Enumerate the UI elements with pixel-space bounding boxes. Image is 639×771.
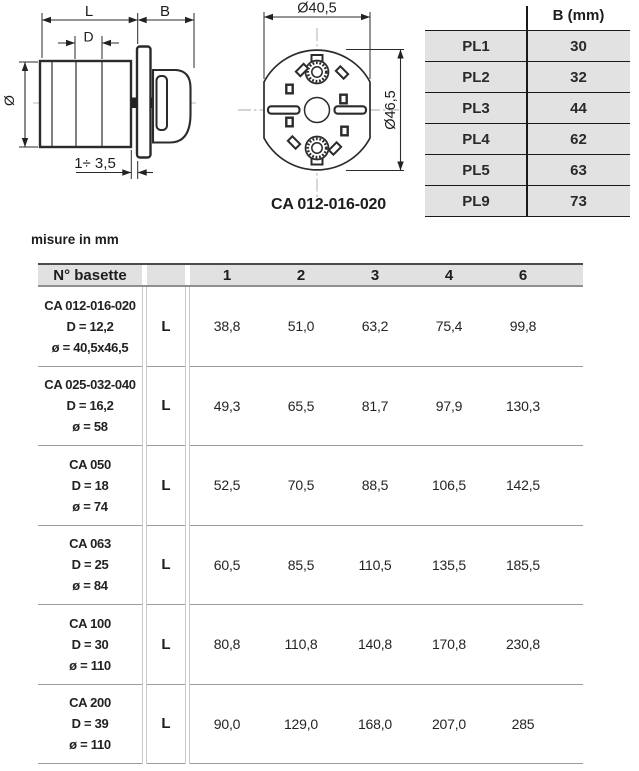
row-pad — [560, 287, 583, 367]
cell-value: 49,3 — [190, 367, 264, 447]
mounting-flange — [137, 47, 151, 158]
cell-model — [38, 526, 142, 606]
cell-value: 75,4 — [412, 287, 486, 367]
cell-value: 129,0 — [264, 685, 338, 765]
shaft-block-left — [131, 98, 137, 109]
cell-model — [38, 367, 142, 447]
cell-value: 110,8 — [264, 605, 338, 685]
table-row — [425, 185, 630, 216]
cell-value: 80,8 — [190, 605, 264, 685]
model-name: CA 100 — [69, 615, 111, 631]
cell-model — [38, 605, 142, 685]
b-cell-value: 44 — [570, 99, 587, 117]
cell-value: 88,5 — [338, 446, 412, 526]
table-row — [425, 92, 630, 123]
left-slot — [268, 106, 300, 113]
dim-label-l: L — [84, 3, 94, 20]
b-cell-model: PL4 — [462, 130, 490, 148]
b-cell-value: 73 — [570, 192, 587, 210]
header-pad — [560, 265, 583, 285]
model-diameter: ø = 58 — [72, 419, 108, 435]
cell-value: 285 — [486, 685, 560, 765]
header-col-1: 1 — [190, 265, 264, 285]
cell-value: 230,8 — [486, 605, 560, 685]
b-cell-model: PL3 — [462, 99, 490, 117]
b-cell-model: PL9 — [462, 192, 490, 210]
header-col-l — [147, 265, 185, 285]
front-view-caption: CA 012-016-020 — [271, 196, 386, 213]
row-pad — [560, 526, 583, 606]
table-row — [38, 367, 583, 447]
model-d: D = 25 — [71, 557, 109, 573]
cell-value: 90,0 — [190, 685, 264, 765]
cell-value: 110,5 — [338, 526, 412, 606]
dim-label-gap: 1÷ 3,5 — [74, 155, 116, 172]
top-knurled-boss — [306, 61, 329, 84]
cell-value: 142,5 — [486, 446, 560, 526]
model-diameter: ø = 110 — [69, 737, 111, 753]
b-table-header-row — [425, 0, 630, 30]
header-col-6: 6 — [486, 265, 560, 285]
cell-model — [38, 446, 142, 526]
cell-value: 106,5 — [412, 446, 486, 526]
dim-label-b: B — [159, 3, 171, 20]
main-table — [38, 263, 583, 764]
dim-label-right-diameter: Ø46,5 — [383, 90, 399, 130]
switch-body — [40, 61, 131, 147]
model-diameter: ø = 74 — [72, 498, 108, 514]
dim-label-top-diameter: Ø40,5 — [297, 0, 337, 17]
model-d: D = 12,2 — [66, 318, 114, 334]
center-hole — [305, 98, 330, 123]
b-cell-model: PL5 — [462, 161, 490, 179]
cell-value: 207,0 — [412, 685, 486, 765]
cell-l: L — [147, 526, 185, 606]
cell-value: 170,8 — [412, 605, 486, 685]
b-table-header: B (mm) — [552, 6, 605, 24]
header-col-2: 2 — [264, 265, 338, 285]
model-name: CA 063 — [69, 536, 111, 552]
model-d: D = 18 — [71, 477, 109, 493]
model-diameter: ø = 84 — [72, 578, 108, 594]
table-row — [38, 526, 583, 606]
model-d: D = 16,2 — [66, 398, 114, 414]
row-pad — [560, 605, 583, 685]
side-view-drawing — [0, 0, 210, 195]
cell-value: 99,8 — [486, 287, 560, 367]
header-col-4: 4 — [412, 265, 486, 285]
b-table — [425, 0, 630, 217]
model-d: D = 39 — [71, 716, 109, 732]
model-name: CA 050 — [69, 456, 111, 472]
cell-l: L — [147, 367, 185, 447]
cell-value: 70,5 — [264, 446, 338, 526]
units-note: misure in mm — [31, 232, 119, 247]
cell-value: 130,3 — [486, 367, 560, 447]
cell-l: L — [147, 605, 185, 685]
front-view-drawing — [236, 0, 421, 215]
cell-value: 60,5 — [190, 526, 264, 606]
cell-l: L — [147, 685, 185, 765]
table-row — [38, 605, 583, 685]
bottom-knurled-boss — [306, 137, 329, 160]
right-slot — [335, 106, 367, 113]
model-name: CA 200 — [69, 695, 111, 711]
header-col-3: 3 — [338, 265, 412, 285]
cell-model — [38, 685, 142, 765]
cell-value: 168,0 — [338, 685, 412, 765]
cell-value: 52,5 — [190, 446, 264, 526]
dim-label-diameter: Ø — [1, 95, 17, 106]
b-cell-value: 30 — [570, 37, 587, 55]
table-row — [38, 446, 583, 526]
table-row — [425, 30, 630, 61]
header-col-basette: N° basette — [38, 265, 142, 285]
cell-l: L — [147, 446, 185, 526]
b-cell-model: PL1 — [462, 37, 490, 55]
cell-value: 135,5 — [412, 526, 486, 606]
table-row — [38, 287, 583, 367]
cell-value: 63,2 — [338, 287, 412, 367]
knob-grip — [157, 76, 168, 130]
model-diameter: ø = 110 — [69, 657, 111, 673]
model-name: CA 025-032-040 — [44, 377, 136, 393]
cell-value: 140,8 — [338, 605, 412, 685]
cell-value: 51,0 — [264, 287, 338, 367]
dim-label-d: D — [83, 28, 94, 45]
b-cell-value: 32 — [570, 68, 587, 86]
row-pad — [560, 367, 583, 447]
b-table-divider — [526, 6, 528, 216]
cell-l: L — [147, 287, 185, 367]
table-row — [425, 154, 630, 185]
table-row — [38, 685, 583, 765]
cell-value: 185,5 — [486, 526, 560, 606]
cell-value: 38,8 — [190, 287, 264, 367]
model-name: CA 012-016-020 — [44, 297, 136, 313]
b-cell-model: PL2 — [462, 68, 490, 86]
model-d: D = 30 — [71, 636, 109, 652]
b-cell-value: 63 — [570, 161, 587, 179]
cell-value: 65,5 — [264, 367, 338, 447]
row-pad — [560, 685, 583, 765]
cell-value: 97,9 — [412, 367, 486, 447]
main-table-header — [38, 263, 583, 287]
model-diameter: ø = 40,5x46,5 — [51, 339, 129, 355]
cell-model — [38, 287, 142, 367]
cell-value: 85,5 — [264, 526, 338, 606]
cell-value: 81,7 — [338, 367, 412, 447]
b-cell-value: 62 — [570, 130, 587, 148]
table-row — [425, 61, 630, 92]
table-row — [425, 123, 630, 154]
row-pad — [560, 446, 583, 526]
